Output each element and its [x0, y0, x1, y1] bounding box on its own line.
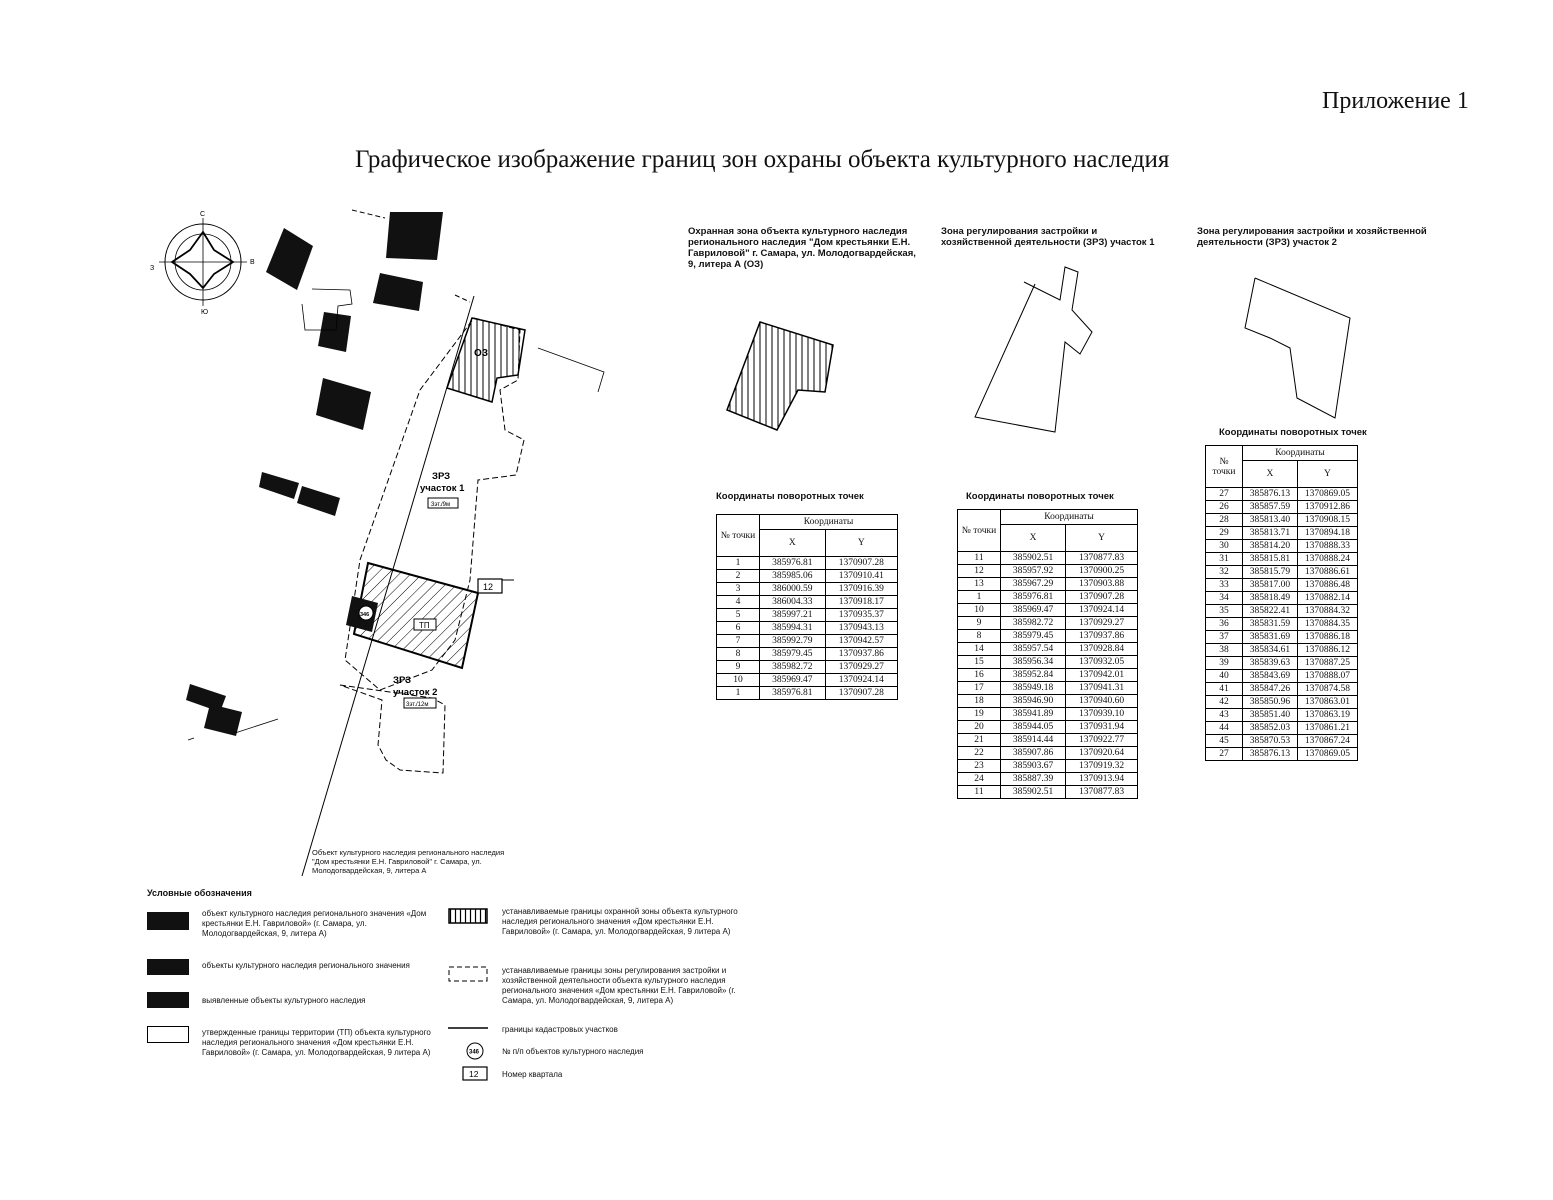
table-row: [1206, 657, 1358, 670]
table-row: [958, 565, 1138, 578]
point-number: 31: [1206, 553, 1243, 566]
coord-x: 385979.45: [1001, 630, 1066, 643]
zrz2-sub: участок 2: [393, 687, 438, 698]
col-y: Y: [825, 530, 897, 557]
col-y: Y: [1066, 525, 1138, 552]
coord-x: 385817.00: [1243, 579, 1298, 592]
legend-swatch-identified-objects: [147, 992, 189, 1008]
coord-x: 386000.59: [760, 583, 826, 596]
coord-x: 385979.45: [760, 648, 826, 661]
point-number: 44: [1206, 722, 1243, 735]
point-number: 1: [717, 557, 760, 570]
zone-zrz2-shape: [1225, 268, 1365, 428]
point-number: 29: [1206, 527, 1243, 540]
table-row: [1206, 514, 1358, 527]
point-number: 37: [1206, 631, 1243, 644]
coord-y: 1370929.27: [1066, 617, 1138, 630]
point-number: 11: [958, 786, 1001, 799]
point-number: 39: [1206, 657, 1243, 670]
coord-x: 385902.51: [1001, 552, 1066, 565]
table-row: [717, 635, 898, 648]
coord-y: 1370931.94: [1066, 721, 1138, 734]
table-row: [958, 760, 1138, 773]
point-number: 27: [1206, 748, 1243, 761]
legend-swatch-tp: [147, 1026, 189, 1043]
table-row: [958, 604, 1138, 617]
legend-swatch-cadastral: [448, 1024, 490, 1032]
table-row: [1206, 631, 1358, 644]
table-row: [1206, 605, 1358, 618]
point-number: 1: [958, 591, 1001, 604]
coord-x: 385834.61: [1243, 644, 1298, 657]
point-number: 36: [1206, 618, 1243, 631]
appendix-label: Приложение 1: [1322, 88, 1469, 114]
oz-area: [447, 318, 525, 402]
coord-x: 385847.26: [1243, 683, 1298, 696]
coord-x: 385813.71: [1243, 527, 1298, 540]
col-y: Y: [1297, 461, 1357, 488]
point-number: 1: [717, 687, 760, 700]
col-num: № точки: [958, 510, 1001, 552]
point-number: 15: [958, 656, 1001, 669]
table-row: [1206, 527, 1358, 540]
coord-y: 1370877.83: [1066, 786, 1138, 799]
compass-n: С: [200, 211, 206, 218]
coord-y: 1370912.86: [1297, 501, 1357, 514]
coord-y: 1370882.14: [1297, 592, 1357, 605]
coord-y: 1370888.07: [1297, 670, 1357, 683]
point-number: 13: [958, 578, 1001, 591]
coord-y: 1370903.88: [1066, 578, 1138, 591]
coord-y: 1370863.01: [1297, 696, 1357, 709]
coord-x: 385902.51: [1001, 786, 1066, 799]
coord-x: 385839.63: [1243, 657, 1298, 670]
table-row: [958, 786, 1138, 799]
point-number: 28: [1206, 514, 1243, 527]
point-number: 32: [1206, 566, 1243, 579]
coord-x: 385976.81: [760, 687, 826, 700]
coord-x: 385985.06: [760, 570, 826, 583]
coord-x: 386004.33: [760, 596, 826, 609]
legend-item-quarter: Номер квартала: [502, 1070, 563, 1079]
coord-y: 1370924.14: [1066, 604, 1138, 617]
point-number: 5: [717, 609, 760, 622]
coord-y: 1370920.64: [1066, 747, 1138, 760]
point-number: 30: [1206, 540, 1243, 553]
coord-y: 1370887.25: [1297, 657, 1357, 670]
table-row: [1206, 670, 1358, 683]
coord-x: 385992.79: [760, 635, 826, 648]
point-number: 38: [1206, 644, 1243, 657]
point-number: 40: [1206, 670, 1243, 683]
coord-x: 385813.40: [1243, 514, 1298, 527]
coord-x: 385887.39: [1001, 773, 1066, 786]
coord-x: 385957.92: [1001, 565, 1066, 578]
coord-x: 385982.72: [760, 661, 826, 674]
coord-x: 385831.69: [1243, 631, 1298, 644]
coord-x: 385903.67: [1001, 760, 1066, 773]
coord-y: 1370863.19: [1297, 709, 1357, 722]
coord-y: 1370907.28: [825, 557, 897, 570]
coord-y: 1370929.27: [825, 661, 897, 674]
oz-label: ОЗ: [474, 348, 489, 359]
coord-y: 1370886.48: [1297, 579, 1357, 592]
table-row: [717, 661, 898, 674]
table-row: [1206, 748, 1358, 761]
coord-y: 1370932.05: [1066, 656, 1138, 669]
point-number: 4: [717, 596, 760, 609]
table-row: [958, 578, 1138, 591]
point-number: 18: [958, 695, 1001, 708]
point-number: 6: [717, 622, 760, 635]
legend-item-regional-objects: объекты культурного наследия регионального значения: [202, 961, 410, 970]
table-row: [958, 643, 1138, 656]
coord-y: 1370916.39: [825, 583, 897, 596]
object-number: 346: [360, 612, 370, 618]
zrz2-tag: 3эт./12м: [406, 702, 429, 708]
legend-item-tp: утвержденные границы территории (ТП) объекта культурного наследия регионального значения «Дом крестьянки Е.Н. Гавриловой» (г. Самара, ул. Молодогвардейская, 9 литера А): [202, 1028, 431, 1057]
zrz1-sub: участок 1: [420, 483, 465, 494]
coord-y: 1370943.13: [825, 622, 897, 635]
table-row: [958, 630, 1138, 643]
table-row: [958, 708, 1138, 721]
zone-oz-shape: [715, 300, 845, 450]
table-row: [717, 687, 898, 700]
coord-y: 1370869.05: [1297, 488, 1357, 501]
table-row: [717, 596, 898, 609]
coord-x: 385969.47: [1001, 604, 1066, 617]
coord-x: 385967.29: [1001, 578, 1066, 591]
coord-x: 385870.53: [1243, 735, 1298, 748]
coord-y: 1370886.61: [1297, 566, 1357, 579]
table-row: [958, 552, 1138, 565]
legend-swatch-quarter: [462, 1066, 490, 1084]
point-number: 20: [958, 721, 1001, 734]
zone-zrz2-table: [1205, 445, 1358, 761]
table-row: [958, 591, 1138, 604]
coord-x: 385815.81: [1243, 553, 1298, 566]
coord-y: 1370919.32: [1066, 760, 1138, 773]
point-number: 9: [958, 617, 1001, 630]
zrz1-tag: 3эт./9м: [431, 502, 451, 508]
coord-y: 1370867.24: [1297, 735, 1357, 748]
coord-x: 385876.13: [1243, 488, 1298, 501]
page-title: Графическое изображение границ зон охраны объекта культурного наследия: [355, 146, 1170, 173]
zone-zrz1-title: Зона регулирования застройки и хозяйственной деятельности (ЗРЗ) участок 1: [941, 226, 1155, 248]
col-x: X: [1243, 461, 1298, 488]
coord-x: 385949.18: [1001, 682, 1066, 695]
point-number: 45: [1206, 735, 1243, 748]
table-row: [958, 669, 1138, 682]
zone-oz-caption: Координаты поворотных точек: [716, 491, 864, 502]
coord-x: 385814.20: [1243, 540, 1298, 553]
coord-x: 385941.89: [1001, 708, 1066, 721]
point-number: 17: [958, 682, 1001, 695]
table-row: [1206, 644, 1358, 657]
coord-x: 385982.72: [1001, 617, 1066, 630]
coord-y: 1370877.83: [1066, 552, 1138, 565]
table-row: [1206, 618, 1358, 631]
point-number: 12: [958, 565, 1001, 578]
coord-x: 385976.81: [760, 557, 826, 570]
point-number: 42: [1206, 696, 1243, 709]
site-plan-map: [140, 195, 660, 885]
coord-x: 385976.81: [1001, 591, 1066, 604]
coord-x: 385857.59: [1243, 501, 1298, 514]
coord-y: 1370869.05: [1297, 748, 1357, 761]
table-row: [717, 609, 898, 622]
table-row: [958, 734, 1138, 747]
table-row: [1206, 735, 1358, 748]
zone-zrz1-shape: [960, 262, 1130, 452]
point-number: 2: [717, 570, 760, 583]
coord-x: 385851.40: [1243, 709, 1298, 722]
coord-x: 385831.59: [1243, 618, 1298, 631]
point-number: 16: [958, 669, 1001, 682]
compass-e: В: [250, 259, 255, 266]
legend-item-oz: устанавливаемые границы охранной зоны объекта культурного наследия регионального значения «Дом крестьянки Е.Н. Гавриловой» (г. Самара, ул. Молодогвардейская, 9 литера А): [502, 907, 738, 936]
coord-y: 1370922.77: [1066, 734, 1138, 747]
coord-y: 1370913.94: [1066, 773, 1138, 786]
table-row: [1206, 488, 1358, 501]
col-num: № точки: [717, 515, 760, 557]
point-number: 10: [958, 604, 1001, 617]
point-number: 11: [958, 552, 1001, 565]
coord-y: 1370894.18: [1297, 527, 1357, 540]
coord-y: 1370908.15: [1297, 514, 1357, 527]
object-caption: Объект культурного наследия регионального наследия "Дом крестьянки Е.Н. Гавриловой" г. Самара, ул. Молодогвардейская, 9, литера А: [312, 848, 505, 875]
compass-icon: [150, 211, 255, 316]
zone-zrz2-caption: Координаты поворотных точек: [1219, 427, 1367, 438]
coord-x: 385946.90: [1001, 695, 1066, 708]
table-row: [958, 773, 1138, 786]
col-coords: Координаты: [1243, 446, 1358, 461]
zone-zrz2-title: Зона регулирования застройки и хозяйственной деятельности (ЗРЗ) участок 2: [1197, 226, 1427, 248]
table-row: [958, 695, 1138, 708]
table-row: [717, 570, 898, 583]
legend-item-object-number: № п/п объектов культурного наследия: [502, 1047, 644, 1056]
coord-y: 1370900.25: [1066, 565, 1138, 578]
coord-x: 385850.96: [1243, 696, 1298, 709]
legend-title: Условные обозначения: [147, 888, 252, 898]
coord-y: 1370935.37: [825, 609, 897, 622]
table-row: [717, 557, 898, 570]
zrz2-label: ЗРЗ: [393, 675, 412, 686]
table-row: [1206, 683, 1358, 696]
point-number: 43: [1206, 709, 1243, 722]
tp-label: ТП: [419, 621, 430, 630]
coord-y: 1370907.28: [1066, 591, 1138, 604]
coord-x: 385843.69: [1243, 670, 1298, 683]
table-row: [1206, 553, 1358, 566]
table-row: [1206, 709, 1358, 722]
coord-x: 385957.54: [1001, 643, 1066, 656]
legend-swatch-oz: [448, 908, 490, 926]
coord-y: 1370886.18: [1297, 631, 1357, 644]
point-number: 14: [958, 643, 1001, 656]
coord-y: 1370928.84: [1066, 643, 1138, 656]
point-number: 27: [1206, 488, 1243, 501]
coord-y: 1370888.33: [1297, 540, 1357, 553]
compass-s: Ю: [201, 309, 209, 316]
legend-sample-number: 12: [469, 1069, 479, 1079]
point-number: 9: [717, 661, 760, 674]
table-row: [958, 682, 1138, 695]
col-num: № точки: [1206, 446, 1243, 488]
table-row: [717, 583, 898, 596]
point-number: 41: [1206, 683, 1243, 696]
coord-y: 1370888.24: [1297, 553, 1357, 566]
coord-x: 385944.05: [1001, 721, 1066, 734]
col-x: X: [1001, 525, 1066, 552]
coord-y: 1370942.01: [1066, 669, 1138, 682]
legend-item-identified-objects: выявленные объекты культурного наследия: [202, 996, 366, 1005]
neighbour-buildings: [186, 212, 443, 736]
table-row: [1206, 592, 1358, 605]
point-number: 8: [717, 648, 760, 661]
point-number: 21: [958, 734, 1001, 747]
coord-y: 1370874.58: [1297, 683, 1357, 696]
coord-y: 1370924.14: [825, 674, 897, 687]
point-number: 10: [717, 674, 760, 687]
table-row: [717, 648, 898, 661]
point-number: 26: [1206, 501, 1243, 514]
zone-zrz1-caption: Координаты поворотных точек: [966, 491, 1114, 502]
coord-x: 385818.49: [1243, 592, 1298, 605]
zone-zrz1-table: [957, 509, 1138, 799]
coord-x: 385952.84: [1001, 669, 1066, 682]
point-number: 34: [1206, 592, 1243, 605]
table-row: [1206, 501, 1358, 514]
coord-x: 385969.47: [760, 674, 826, 687]
table-row: [1206, 566, 1358, 579]
zrz1-label: ЗРЗ: [432, 471, 451, 482]
compass-w: З: [150, 265, 155, 272]
coord-x: 385956.34: [1001, 656, 1066, 669]
legend-swatch-main-object: [147, 912, 189, 930]
coord-y: 1370907.28: [825, 687, 897, 700]
coord-y: 1370861.21: [1297, 722, 1357, 735]
coord-y: 1370886.12: [1297, 644, 1357, 657]
table-row: [958, 721, 1138, 734]
col-coords: Координаты: [1001, 510, 1138, 525]
point-number: 33: [1206, 579, 1243, 592]
coord-x: 385914.44: [1001, 734, 1066, 747]
col-x: X: [760, 530, 826, 557]
coord-y: 1370910.41: [825, 570, 897, 583]
coord-y: 1370937.86: [1066, 630, 1138, 643]
coord-x: 385907.86: [1001, 747, 1066, 760]
coord-y: 1370942.57: [825, 635, 897, 648]
zone-oz-title: Охранная зона объекта культурного наследия регионального наследия "Дом крестьянки Е.Н. Гавриловой" г. Самара, ул. Молодогвардейская, 9, литера А (ОЗ): [688, 226, 916, 270]
point-number: 23: [958, 760, 1001, 773]
table-row: [717, 674, 898, 687]
point-number: 19: [958, 708, 1001, 721]
table-row: [1206, 696, 1358, 709]
legend-sample-object: 346: [469, 1049, 480, 1056]
legend-item-main-object: объект культурного наследия регионального значения «Дом крестьянки Е.Н. Гавриловой» (г. Самара, ул. Молодогвардейская, 9, литера А): [202, 909, 427, 938]
coord-x: 385852.03: [1243, 722, 1298, 735]
col-coords: Координаты: [760, 515, 898, 530]
table-row: [958, 656, 1138, 669]
coord-y: 1370918.17: [825, 596, 897, 609]
point-number: 35: [1206, 605, 1243, 618]
coord-y: 1370937.86: [825, 648, 897, 661]
quarter-number: 12: [483, 582, 494, 592]
legend-swatch-regional-objects: [147, 959, 189, 975]
coord-x: 385994.31: [760, 622, 826, 635]
coord-y: 1370940.60: [1066, 695, 1138, 708]
coord-x: 385822.41: [1243, 605, 1298, 618]
coord-x: 385876.13: [1243, 748, 1298, 761]
table-row: [1206, 722, 1358, 735]
point-number: 8: [958, 630, 1001, 643]
legend-item-zrz: устанавливаемые границы зоны регулирования застройки и хозяйственной деятельности объекта культурного наследия регионального значения «Дом крестьянки Е.Н. Гавриловой» (г. Самара, ул. Молодогвардейская, 9, литера А): [502, 966, 736, 1005]
legend-item-cadastral: границы кадастровых участков: [502, 1025, 618, 1034]
coord-y: 1370941.31: [1066, 682, 1138, 695]
point-number: 22: [958, 747, 1001, 760]
table-row: [1206, 540, 1358, 553]
point-number: 24: [958, 773, 1001, 786]
zone-oz-table: [716, 514, 898, 700]
table-row: [1206, 579, 1358, 592]
coord-y: 1370939.10: [1066, 708, 1138, 721]
coord-x: 385815.79: [1243, 566, 1298, 579]
legend-swatch-zrz: [448, 966, 490, 984]
point-number: 7: [717, 635, 760, 648]
table-row: [958, 617, 1138, 630]
point-number: 3: [717, 583, 760, 596]
coord-y: 1370884.32: [1297, 605, 1357, 618]
coord-x: 385997.21: [760, 609, 826, 622]
table-row: [717, 622, 898, 635]
coord-y: 1370884.35: [1297, 618, 1357, 631]
table-row: [958, 747, 1138, 760]
legend-swatch-object-number: [465, 1041, 485, 1061]
